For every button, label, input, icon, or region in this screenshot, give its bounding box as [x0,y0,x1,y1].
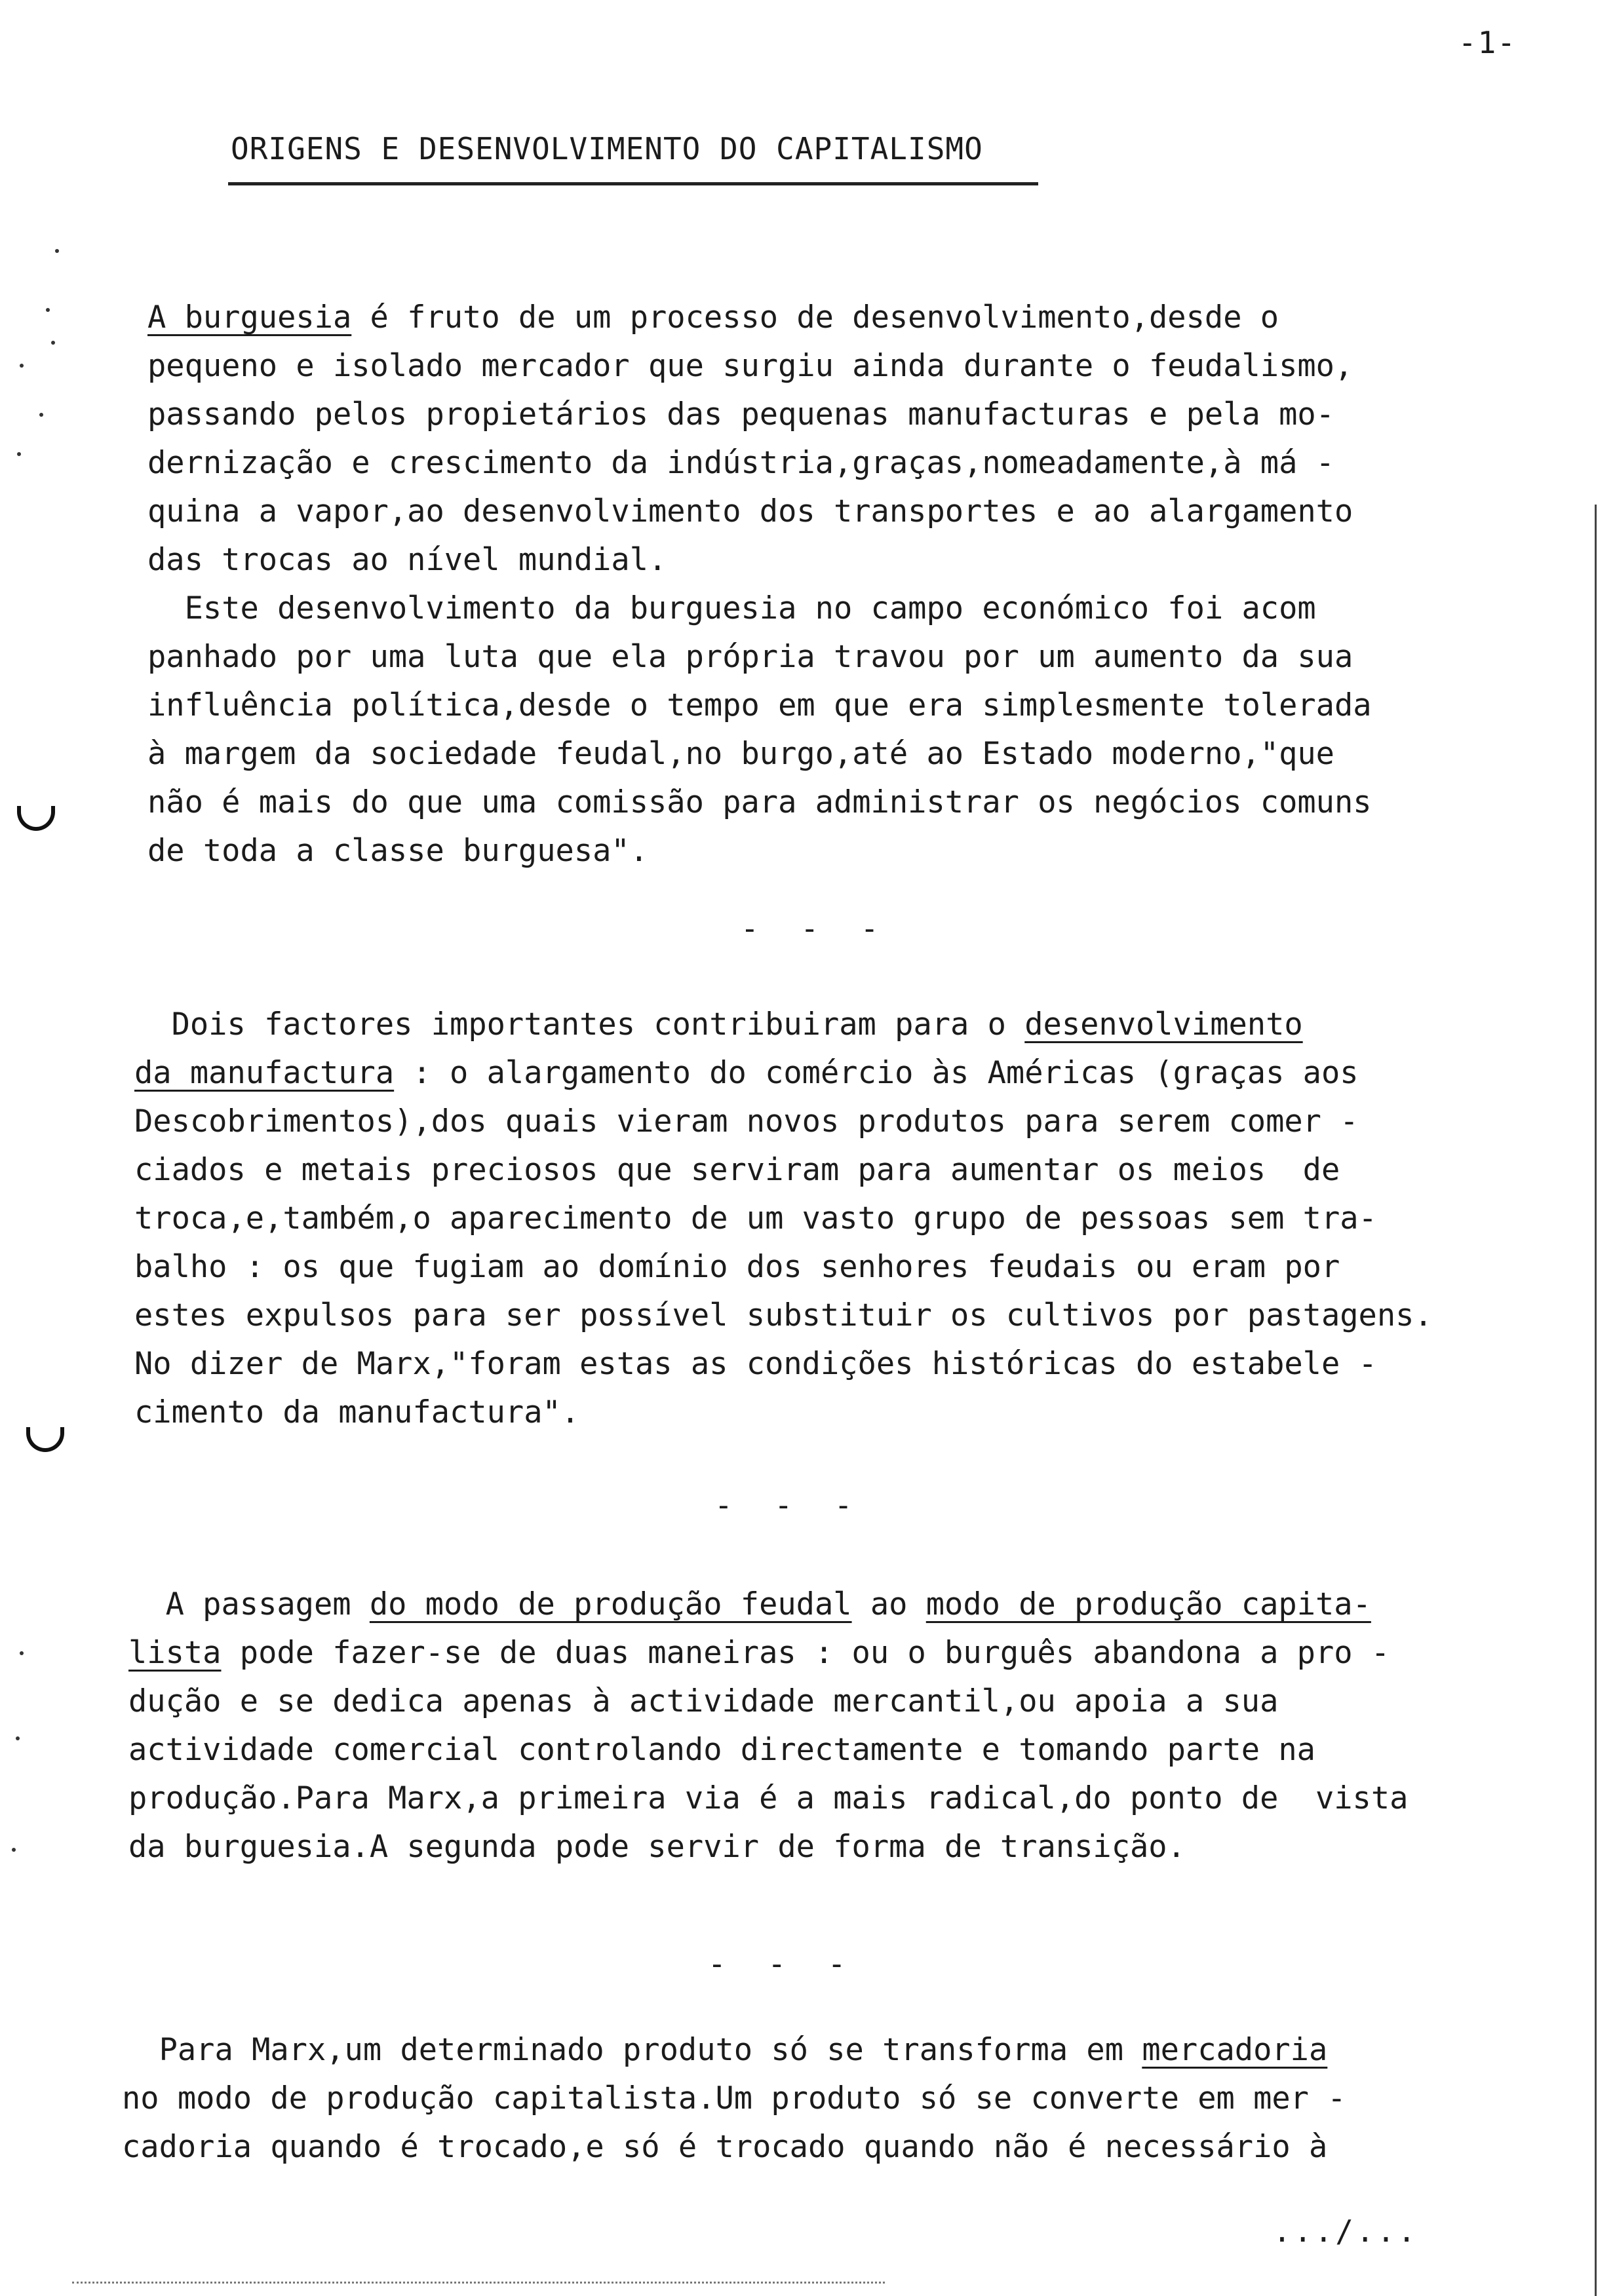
scan-speck [55,249,59,253]
emphasis-modo-feudal: do modo de produção feudal [369,1586,852,1622]
scan-bottom-edge [72,2282,885,2286]
emphasis-lista: lista [128,1635,222,1671]
paragraph-line: dução e se dedica apenas à actividade mercantil,ou apoia a sua [128,1683,1279,1719]
paragraph-line: Para Marx,um determinado produto só se transforma em [122,2032,1142,2068]
scan-speck [46,308,50,312]
paragraph-line: ao [851,1586,926,1622]
paragraph-line: à margem da sociedade feudal,no burgo,até ao Estado moderno,"que [147,736,1334,772]
paragraph-line: Descobrimentos),dos quais vieram novos produtos para serem comer - [134,1103,1359,1139]
paragraph-line: cadoria quando é trocado,e só é trocado quando não é necessário à [122,2129,1328,2165]
paragraph-line: da burguesia.A segunda pode servir de forma de transição. [128,1829,1186,1865]
paragraph-line: No dizer de Marx,"foram estas as condições históricas do estabele - [134,1346,1377,1382]
paragraph-passagem [128,1580,1408,1871]
paragraph-line: Dois factores importantes contribuiram para o [134,1006,1025,1043]
margin-mark [26,1427,64,1452]
paragraph-line: actividade comercial controlando directamente e tomando parte na [128,1732,1315,1768]
paragraph-line: cimento da manufactura". [134,1394,580,1430]
paragraph-line: influência política,desde o tempo em que era simplesmente tolerada [147,687,1372,723]
title-underline [228,182,1038,185]
margin-mark [17,806,55,831]
paragraph-line: estes expulsos para ser possível substituir os cultivos por pastagens. [134,1297,1433,1333]
section-separator: - - - [708,1946,858,1981]
paragraph-line: não é mais do que uma comissão para administrar os negócios comuns [147,784,1372,820]
document-title: ORIGENS E DESENVOLVIMENTO DO CAPITALISMO [231,131,983,166]
continuation-marker: .../... [1273,2213,1418,2249]
paragraph-line: balho : os que fugiam ao domínio dos senhores feudais ou eram por [134,1249,1340,1285]
paragraph-line: : o alargamento do comércio às Américas (graças aos [394,1055,1359,1091]
paragraph-line: dernização e crescimento da indústria,graças,nomeadamente,à má - [147,445,1334,481]
emphasis-burguesia: A burguesia [147,299,352,335]
section-separator: - - - [741,911,891,946]
paragraph-line: das trocas ao nível mundial. [147,542,667,578]
emphasis-desenvolvimento: desenvolvimento [1024,1006,1303,1043]
paragraph-line: panhado por uma luta que ela própria travou por um aumento da sua [147,639,1353,675]
emphasis-modo-capitalista: modo de produção capita- [925,1586,1371,1622]
paragraph-line: passando pelos propietários das pequenas manufacturas e pela mo- [147,396,1334,432]
paragraph-line: ciados e metais preciosos que serviram para aumentar os meios de [134,1152,1340,1188]
paragraph-manufactura [134,1001,1433,1437]
scan-speck [20,1651,24,1655]
scan-speck [51,341,55,345]
scan-speck [12,1848,16,1852]
paragraph-line: Este desenvolvimento da burguesia no campo económico foi acom [147,590,1316,626]
paragraph-burguesia [147,294,1353,584]
paragraph-line: troca,e,também,o aparecimento de um vasto grupo de pessoas sem tra- [134,1200,1377,1236]
scan-speck [39,413,43,417]
paragraph-mercadoria [122,2026,1346,2172]
emphasis-manufactura: da manufactura [134,1055,395,1091]
paragraph-line: de toda a classe burguesa". [147,833,649,869]
paragraph-line: pode fazer-se de duas maneiras : ou o burguês abandona a pro - [221,1635,1390,1671]
paragraph-line: produção.Para Marx,a primeira via é a mais radical,do ponto de vista [128,1780,1409,1816]
paragraph-line: quina a vapor,ao desenvolvimento dos transportes e ao alargamento [147,493,1353,529]
scan-speck [16,1736,20,1740]
page-number: -1- [1458,25,1517,60]
section-separator: - - - [714,1487,865,1523]
emphasis-mercadoria: mercadoria [1142,2032,1328,2068]
scan-edge-line [1595,505,1597,2296]
paragraph-luta-politica [147,584,1372,875]
paragraph-line: A passagem [128,1586,370,1622]
paragraph-line: no modo de produção capitalista.Um produto só se converte em mer - [122,2080,1346,2116]
paragraph-line: pequeno e isolado mercador que surgiu ainda durante o feudalismo, [147,348,1353,384]
scan-speck [20,364,24,368]
paragraph-line: é fruto de um processo de desenvolvimento,desde o [351,299,1279,335]
scan-speck [17,452,21,456]
